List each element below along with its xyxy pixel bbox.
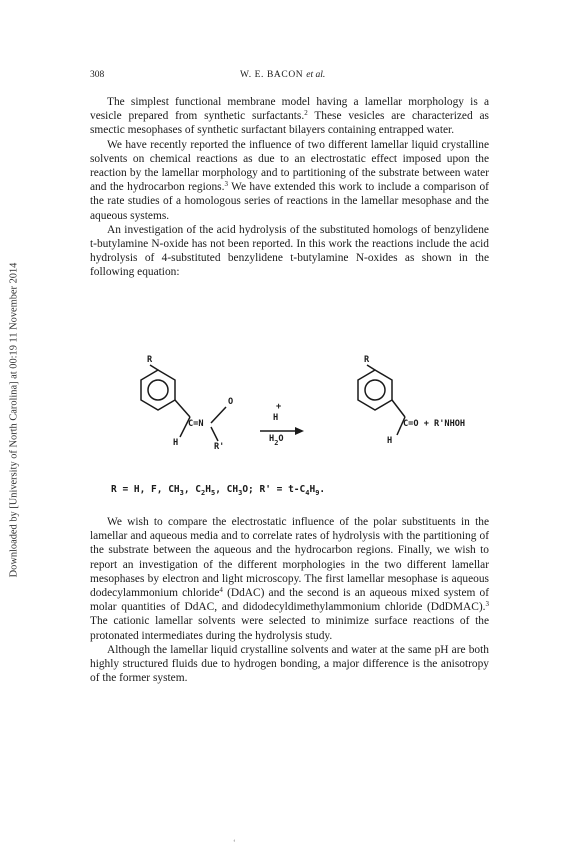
water-o: O bbox=[278, 434, 284, 444]
paragraph: We wish to compare the electrostatic influence of the polar substituents in the lamellar and aqueous media and to correlate rates of hydrolysis with the partitioning of the substrate between the aqueous and the hydrocarbon regions. Finally, we wish to report an investigation of the different morphologies in the two different lamellar mesophases by electron and light microscopy. The first lamellar mesophase is aqueous dodecylammonium chloride$^4$ (DdAC) and the second is an aqueous mixed system of molar quantities of DdAC, and didodecyldimethylammonium chloride (DdDMAC).$^3$ The cationic lamellar solvents were selected to minimize surface reactions of the protonated intermediates during the hydrolysis study. bbox=[90, 516, 490, 642]
footer-mark: ‘ bbox=[233, 838, 236, 847]
left-benzene-ring bbox=[141, 370, 175, 410]
download-watermark bbox=[4, 160, 24, 680]
reference-superscript: 3 bbox=[485, 600, 489, 609]
paragraph: The simplest functional membrane model having a lamellar morphology is a vesicle prepared from synthetic surfactants.$^2$ These vesicles are characterized as smectic mesophases of synthetic surfactant bilayers containing entrapped water. bbox=[90, 96, 490, 137]
reference-superscript: 4 bbox=[219, 586, 223, 595]
product-label: C=O + R'NHOH bbox=[403, 419, 466, 429]
left-r-label: R bbox=[147, 355, 153, 365]
body-text-top bbox=[90, 95, 489, 280]
right-r-label: R bbox=[364, 355, 370, 365]
right-benzene-ring bbox=[358, 370, 392, 410]
left-oxygen-label: O bbox=[228, 397, 234, 407]
right-h-label: H bbox=[387, 436, 393, 446]
left-h-label: H bbox=[173, 438, 179, 448]
left-rprime-label: R' bbox=[214, 442, 225, 452]
substituent-definitions: R = H, F, $CH_3$, $C_2H_5$, $CH_3O$; $R' = t-C_4H_9$. bbox=[111, 484, 326, 497]
formula-subscript: 9 bbox=[315, 489, 320, 497]
page-number: 308 bbox=[90, 70, 105, 80]
formula-subscript: 4 bbox=[305, 489, 310, 497]
reference-superscript: 3 bbox=[224, 180, 228, 189]
water-subscript: 2 bbox=[274, 439, 279, 447]
body-text-bottom bbox=[90, 515, 489, 685]
download-note: Downloaded by [University of North Carolina] at 00:19 11 November 2014 bbox=[8, 262, 20, 578]
formula-subscript: 2 bbox=[201, 489, 206, 497]
paragraph: An investigation of the acid hydrolysis of the substituted homologs of benzylidene t-butylamine N-oxide has not been reported. In this work the reactions include the acid hydrolysis of 4-substituted benzylidene t-butylamine N-oxides as shown in the following equation: bbox=[90, 223, 490, 279]
right-aromatic-circle bbox=[365, 380, 385, 400]
reaction-scheme bbox=[90, 355, 510, 515]
proton-plus: + bbox=[276, 402, 282, 412]
proton-h: H bbox=[273, 413, 279, 423]
formula-subscript: 3 bbox=[179, 489, 184, 497]
formula-subscript: 3 bbox=[238, 489, 243, 497]
running-authors: W. E. BACON bbox=[240, 70, 304, 80]
reference-superscript: 2 bbox=[304, 109, 308, 118]
water-label bbox=[269, 434, 284, 447]
left-aromatic-circle bbox=[148, 380, 168, 400]
reaction-arrow-head bbox=[295, 427, 304, 435]
paragraph: We have recently reported the influence of two different lamellar liquid crystalline solvents on chemical reactions as due to an electrostatic effect imposed upon the reaction by the lamellar morphology and to partitioning of the substrate between water and the hydrocarbon regions.$^3$ We have extended this work to include a comparison of the rate studies of a homologous series of reactions in the lamellar mesophase and the aqueous systems. bbox=[90, 138, 490, 222]
left-cn-label: C=N bbox=[188, 419, 204, 429]
formula-subscript: 5 bbox=[210, 489, 216, 497]
water-h: H bbox=[269, 434, 275, 444]
running-title bbox=[240, 70, 325, 80]
running-etal: et al. bbox=[306, 70, 326, 80]
paragraph: Although the lamellar liquid crystalline solvents and water at the same pH are both highly structured fluids due to hydrogen bonding, a major difference is the anisotropy of the former system. bbox=[90, 643, 489, 685]
running-header bbox=[90, 70, 490, 84]
